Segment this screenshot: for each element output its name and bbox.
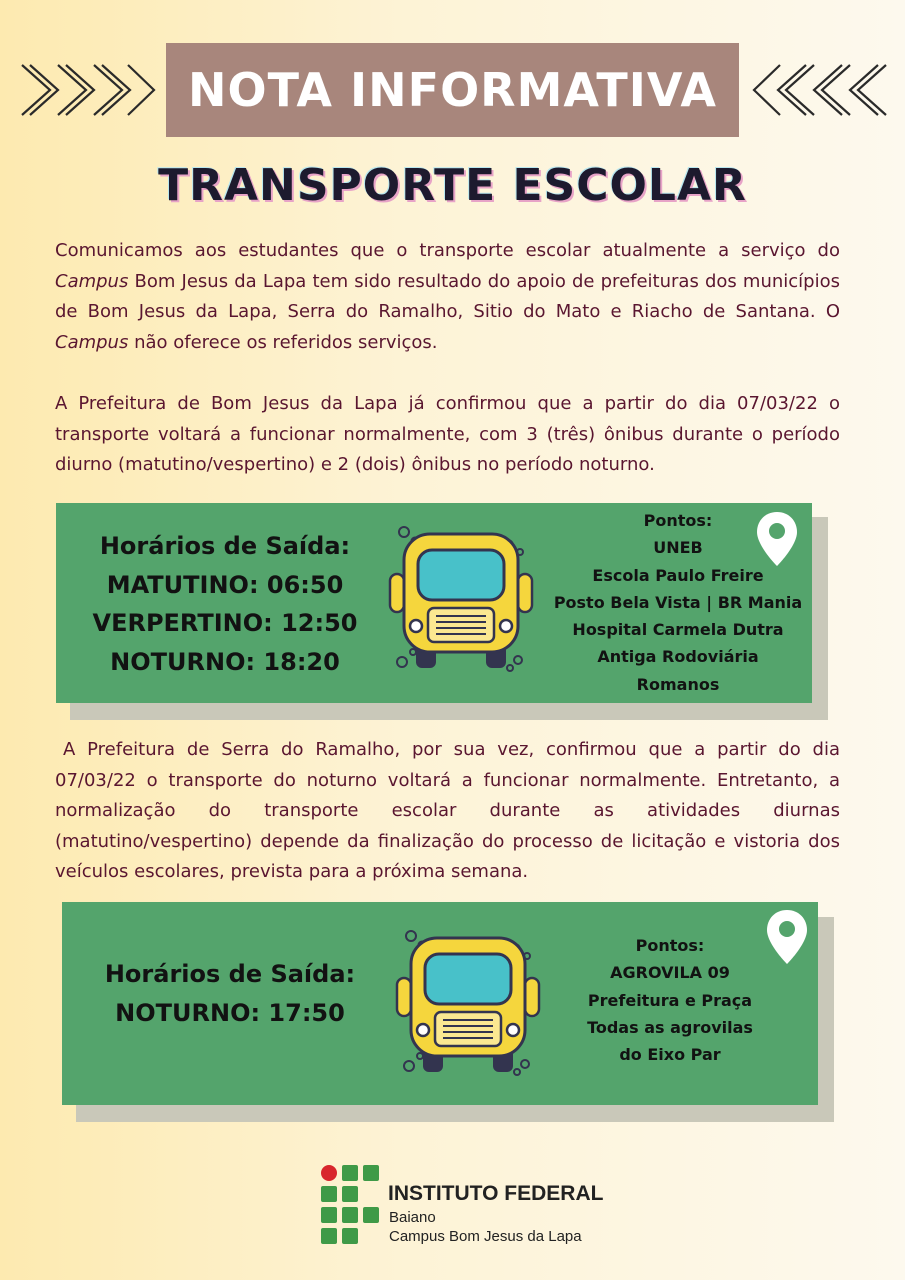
logo-campus: Campus Bom Jesus da Lapa — [389, 1228, 582, 1245]
time-item: NOTURNO: 18:20 — [110, 647, 340, 676]
box2-pontos — [560, 932, 780, 1068]
time-item: MATUTINO: 06:50 — [106, 570, 344, 599]
bus-icon — [395, 926, 543, 1078]
pontos-title: Pontos: — [643, 511, 713, 530]
campus-word: Campus — [55, 331, 129, 353]
logo-title: INSTITUTO FEDERAL — [388, 1182, 604, 1205]
intro-text-part: Bom Jesus da Lapa tem sido resultado do apoio de prefeituras dos municípios de Bom Jesus da Lapa, Serra do Ramalho, Sitio do Mato e Riacho de Santana. O — [55, 270, 840, 322]
bus-icon — [388, 522, 536, 674]
page-title: NOTA INFORMATIVA — [188, 63, 717, 117]
campus-word: Campus — [55, 270, 129, 292]
intro-text-part: não oferece os referidos serviços. — [128, 331, 438, 353]
intro-paragraph-1 — [55, 236, 840, 358]
times-title: Horários de Saída: — [99, 532, 351, 560]
title-banner — [166, 43, 739, 137]
location-pin-icon — [765, 908, 809, 966]
ponto-item: Hospital Carmela Dutra — [572, 620, 784, 640]
ponto-item: Antiga Rodoviária — [597, 647, 759, 667]
times-title: Horários de Saída: — [104, 960, 356, 988]
ponto-item: Todas as agrovilas — [587, 1017, 753, 1037]
time-item: VERPERTINO: 12:50 — [92, 609, 358, 637]
box2-times — [85, 955, 375, 1032]
logo-subtitle: Baiano — [389, 1209, 436, 1226]
pontos-title: Pontos: — [635, 936, 705, 955]
intro-text — [55, 236, 840, 358]
ponto-item: Escola Paulo Freire — [592, 565, 764, 585]
chevrons-right-icon — [20, 55, 160, 125]
middle-paragraph: A Prefeitura de Serra do Ramalho, por sua vez, confirmou que a partir do dia 07/03/22 o transporte do noturno voltará a funcionar normalmente. Entretanto, a normalização do transporte escolar durante as atividades diurnas (matutino/vespertino) depende da finalização do processo de licitação e vistoria dos veículos escolares, prevista para a próxima semana. — [55, 739, 840, 882]
page-subtitle: TRANSPORTE ESCOLAR — [158, 160, 747, 211]
ponto-item: Posto Bela Vista | BR Mania — [553, 592, 803, 612]
location-pin-icon — [755, 510, 799, 568]
intro-paragraph-2: A Prefeitura de Bom Jesus da Lapa já confirmou que a partir do dia 07/03/22 o transporte voltará a funcionar normalmente, com 3 (três) ônibus durante o período diurno (matutino/vespertino) e 2 (dois) ônibus no período noturno. — [55, 393, 840, 475]
box1-times — [80, 527, 370, 681]
intro-text-part: Comunicamos aos estudantes que o transporte escolar atualmente a serviço do — [55, 240, 840, 261]
if-logo-icon — [321, 1165, 381, 1245]
ponto-item: UNEB — [653, 538, 703, 558]
chevrons-left-icon — [748, 55, 888, 125]
time-item: NOTURNO: 17:50 — [115, 998, 345, 1027]
ponto-item: AGROVILA 09 — [610, 963, 730, 983]
ponto-item: Prefeitura e Praça — [587, 990, 753, 1010]
ponto-item: Romanos — [636, 674, 720, 694]
ponto-item: do Eixo Par — [619, 1045, 721, 1065]
